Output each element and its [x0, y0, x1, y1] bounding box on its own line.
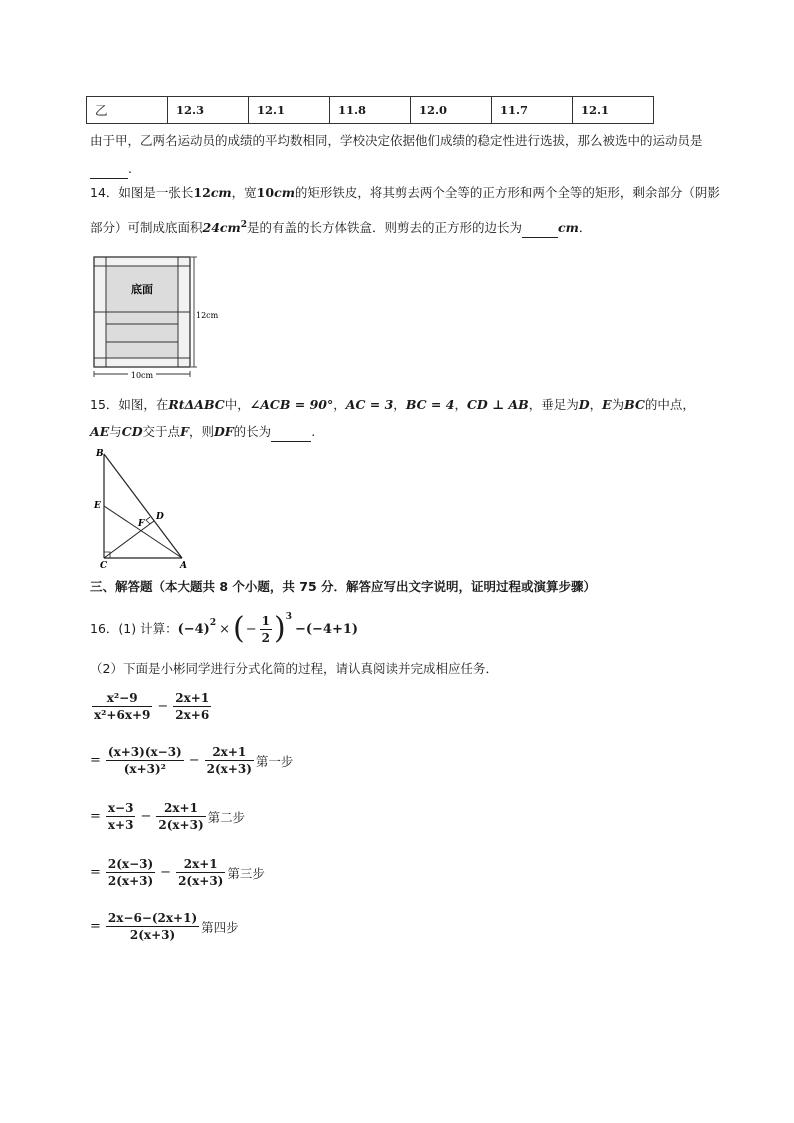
label-D: D: [156, 512, 164, 522]
expr-step1: = $\frac{(x+3)(x-3)}{\text{(x+3)²}}$ − $\frac{2x+1}{2(x+3)}$ 第一步: [90, 745, 294, 776]
table-cell: 乙: [87, 97, 168, 124]
q14-figure: [88, 250, 218, 382]
fraction: $\frac{2x+1}{2x+6}$: [175, 691, 210, 722]
fraction: $\frac{2x+1}{2(x+3)}$: [158, 801, 204, 832]
table-cell: 12.1: [573, 97, 654, 124]
step-label: 第四步: [201, 919, 239, 935]
q15-figure: [92, 446, 202, 570]
bottom-face-label: 底面: [131, 283, 153, 296]
label-C: C: [100, 561, 108, 570]
q15-line1: 15．如图，在RtΔABC中，∠ACB = 90°，AC = 3，BC = 4，CD ⊥ AB，垂足为D，E为BC的中点，: [90, 397, 695, 412]
step-label: 第三步: [227, 865, 265, 881]
fraction: $\frac{x-3}{x+3}$: [107, 801, 134, 832]
fraction: $\frac{2(x-3)}{2(x+3)}$: [107, 857, 154, 888]
fraction: $\frac{2x+1}{2(x+3)}$: [206, 745, 252, 776]
table-cell: 12.3: [168, 97, 249, 124]
fraction: $\frac{1}{2}$: [261, 613, 270, 645]
fraction: $\frac{(x+3)(x-3)}{\text{(x+3)²}}$: [107, 745, 182, 776]
fraction: $\frac{2x-6-(2x+1)}{2(x+3)}$: [107, 911, 198, 942]
section-heading: 三、解答题（本大题共 8 个小题，共 75 分．解答应写出文字说明，证明过程或演算步骤）: [90, 579, 597, 594]
label-A: A: [180, 561, 187, 570]
score-table: [86, 96, 654, 124]
step-label: 第二步: [207, 809, 246, 825]
answer-blank[interactable]: [522, 219, 558, 238]
label-B: B: [96, 449, 104, 459]
q16-part1: 16．(1) 计算： (−4) $^2$ × ( − $\frac{1}{2}$ ) $^3$ −(−4+1): [90, 611, 359, 646]
table-cell: 12.0: [411, 97, 492, 124]
q15-line2: AE与CD交于点F，则DF的长为 .: [90, 423, 315, 442]
label-E: E: [94, 501, 101, 511]
fraction: $\frac{\text{x²−9}}{\text{x²+6x+9}}$: [94, 691, 151, 722]
label-F: F: [138, 519, 145, 529]
table-row: [87, 97, 654, 124]
q16-part2: （2）下面是小彬同学进行分式化简的过程，请认真阅读并完成相应任务．: [90, 661, 498, 676]
fraction: $\frac{2x+1}{2(x+3)}$: [178, 857, 224, 888]
q13-text: 由于甲，乙两名运动员的成绩的平均数相同，学校决定依据他们成绩的稳定性进行选拔，那么被选中的运动员是: [90, 133, 703, 148]
expr-step3: = $\frac{2(x-3)}{2(x+3)}$ − $\frac{2x+1}{2(x+3)}$ 第三步: [90, 857, 265, 888]
q14-line2: 部分）可制成底面积$24cm^2$是的有盖的长方体铁盒．则剪去的正方形的边长为 cm．: [90, 216, 591, 238]
q13-answer-line: [90, 160, 132, 179]
answer-blank[interactable]: [271, 423, 311, 442]
q13-end: .: [128, 161, 132, 176]
table-cell: 11.8: [330, 97, 411, 124]
height-label: 12cm: [196, 311, 218, 320]
expr-step2: = $\frac{x-3}{x+3}$ − $\frac{2x+1}{2(x+3)}$ 第二步: [90, 801, 246, 832]
expr-step4: = $\frac{2x-6-(2x+1)}{2(x+3)}$ 第四步: [90, 911, 239, 942]
step-label: 第一步: [255, 753, 294, 769]
table-cell: 12.1: [249, 97, 330, 124]
answer-blank[interactable]: [90, 160, 128, 179]
q14-line1: 14．如图是一张长12cm，宽10cm的矩形铁皮，将其剪去两个全等的正方形和两个全等的矩形，剩余部分（阴影: [90, 185, 720, 200]
width-label: 10cm: [130, 371, 154, 380]
expr-original: $\frac{\text{x²−9}}{\text{x²+6x+9}}$ − $\frac{2x+1}{2x+6}$: [94, 691, 210, 722]
table-cell: 11.7: [492, 97, 573, 124]
